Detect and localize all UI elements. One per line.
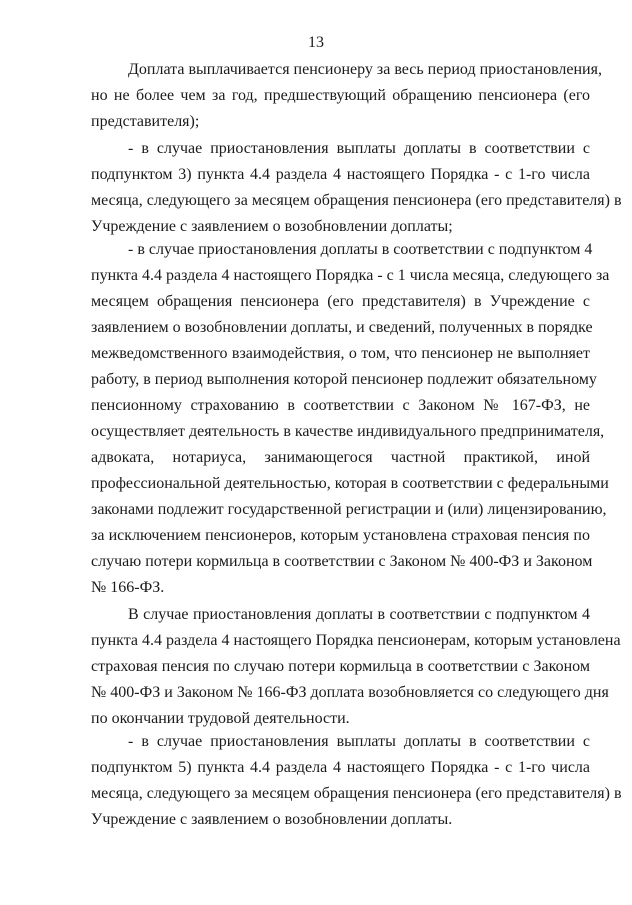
text-line: представителя);	[91, 113, 200, 130]
text-line: случаю потери кормильца в соответствии с Законом № 400-ФЗ и Законом	[91, 553, 593, 570]
text-line: работу, в период выполнения которой пенсионер подлежит обязательному	[91, 371, 597, 388]
text-line: страховая пенсия по случаю потери кормильца в соответствии с Законом	[91, 658, 590, 675]
text-line: за исключением пенсионеров, которым установлена страховая пенсия по	[91, 527, 590, 544]
text-line: пенсионному страхованию в соответствии с Законом № 167-ФЗ, не	[91, 397, 590, 414]
text-line: пункта 4.4 раздела 4 настоящего Порядка - с 1 числа месяца, следующего за	[91, 267, 610, 284]
text-line: заявлением о возобновлении доплаты, и сведений, полученных в порядке	[91, 319, 593, 336]
text-line: подпунктом 5) пункта 4.4 раздела 4 настоящего Порядка - с 1-го числа	[91, 759, 590, 776]
text-line: но не более чем за год, предшествующий обращению пенсионера (его	[91, 87, 590, 104]
text-line: месяца, следующего за месяцем обращения пенсионера (его представителя) в	[91, 192, 622, 209]
text-line: подпунктом 3) пункта 4.4 раздела 4 настоящего Порядка - с 1-го числа	[91, 166, 590, 183]
page-number: 13	[308, 34, 324, 51]
text-line: - в случае приостановления доплаты в соответствии с подпунктом 4	[128, 241, 593, 258]
text-line: - в случае приостановления выплаты доплаты в соответствии с	[128, 733, 590, 750]
text-line: В случае приостановления доплаты в соответствии с подпунктом 4	[128, 606, 590, 623]
text-line: месяца, следующего за месяцем обращения пенсионера (его представителя) в	[91, 785, 622, 802]
text-line: законами подлежит государственной регистрации и (или) лицензированию,	[91, 501, 607, 518]
text-line: межведомственного взаимодействия, о том, что пенсионер не выполняет	[91, 345, 590, 362]
text-line: адвоката, нотариуса, занимающегося частной практикой, иной	[91, 449, 590, 466]
text-line: Учреждение с заявлением о возобновлении доплаты.	[91, 811, 453, 828]
text-line: пункта 4.4 раздела 4 настоящего Порядка пенсионерам, которым установлена	[91, 632, 621, 649]
text-line: по окончании трудовой деятельности.	[91, 710, 350, 727]
text-line: месяцем обращения пенсионера (его представителя) в Учреждение с	[91, 293, 590, 310]
text-line: Учреждение с заявлением о возобновлении доплаты;	[91, 218, 453, 235]
text-line: № 166-ФЗ.	[91, 579, 165, 596]
text-line: Доплата выплачивается пенсионеру за весь период приостановления,	[128, 61, 602, 78]
text-line: - в случае приостановления выплаты доплаты в соответствии с	[128, 140, 590, 157]
text-line: профессиональной деятельностью, которая в соответствии с федеральными	[91, 475, 609, 492]
text-line: осуществляет деятельность в качестве индивидуального предпринимателя,	[91, 423, 605, 440]
text-line: № 400-ФЗ и Законом № 166-ФЗ доплата возобновляется со следующего дня	[91, 684, 609, 701]
